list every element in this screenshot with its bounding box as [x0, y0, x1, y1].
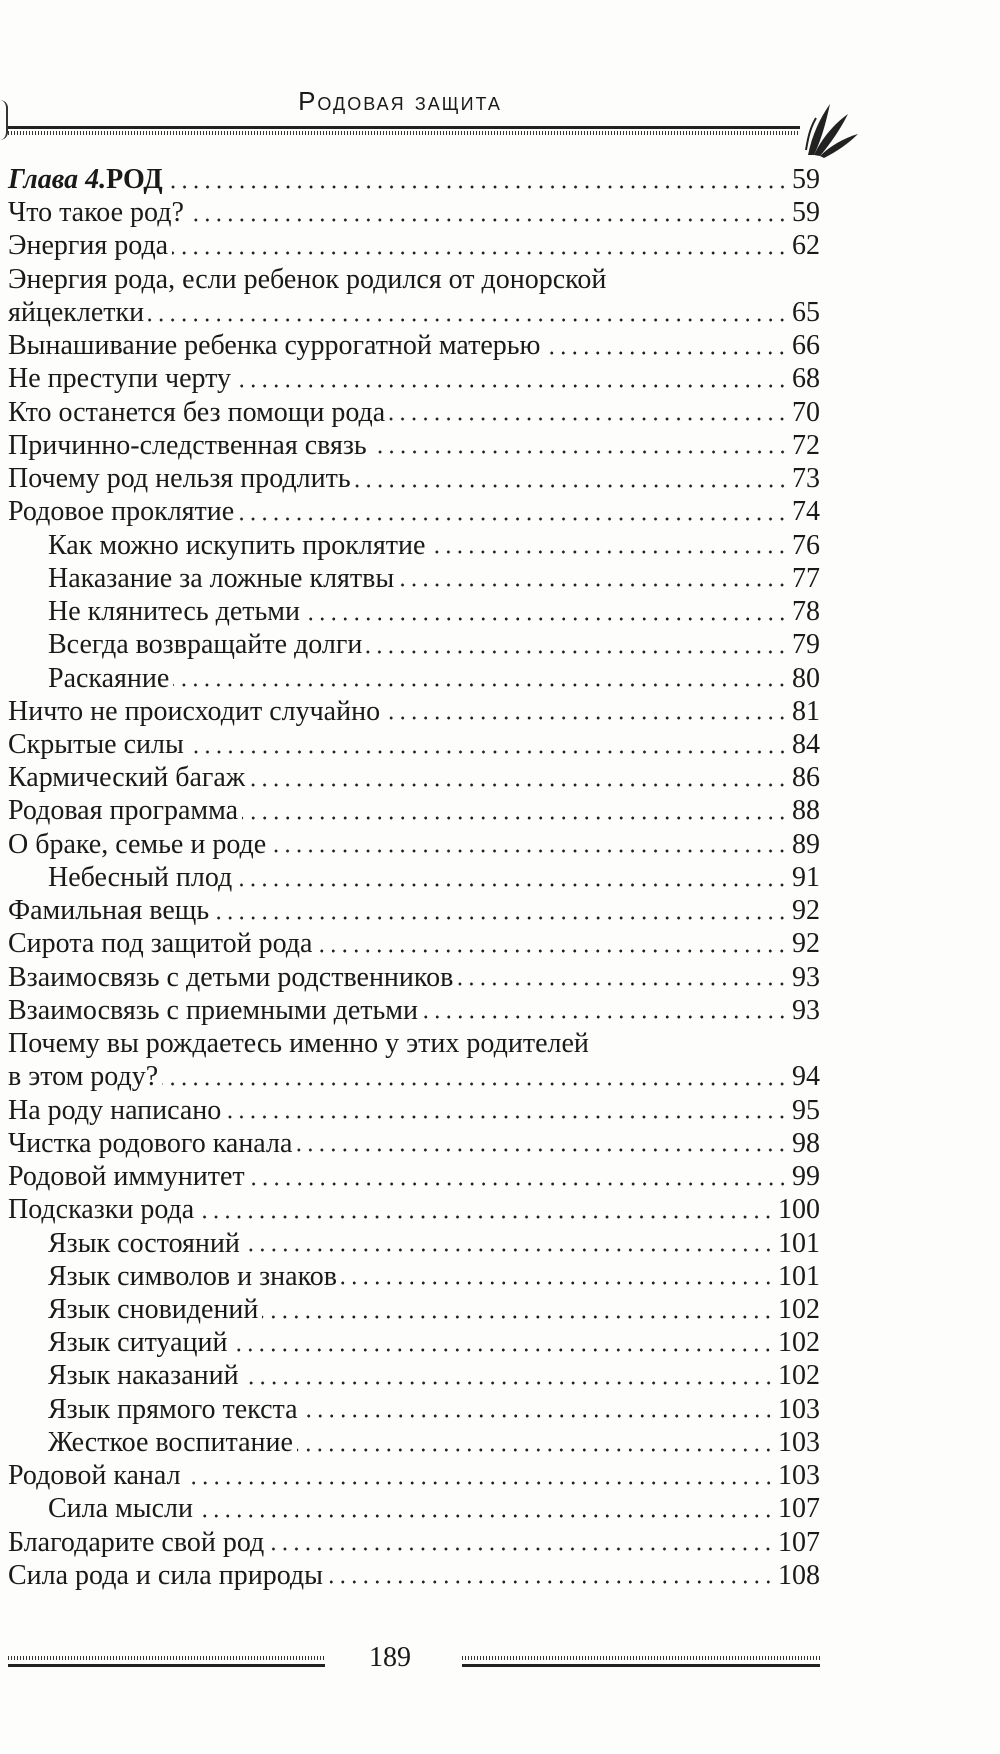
toc-entry-title: Сила мысли — [48, 1493, 193, 1525]
dot-leader — [429, 549, 788, 555]
toc-entry — [8, 1160, 820, 1193]
dot-leader — [384, 715, 788, 721]
toc-entry-title: Что такое род? — [8, 197, 184, 229]
toc-entry — [8, 595, 820, 628]
toc-entry-title: Язык наказаний — [48, 1360, 239, 1392]
toc-entry-title: Наказание за ложные клятвы — [48, 562, 395, 594]
toc-entry — [8, 1094, 820, 1127]
toc-entry-title: Не клянитесь детьми — [48, 596, 301, 628]
dot-leader — [198, 1214, 774, 1220]
toc-entry — [8, 495, 820, 528]
toc-entry — [8, 1359, 820, 1392]
toc-entry — [8, 1193, 820, 1226]
toc-chapter-heading — [8, 163, 820, 196]
toc-entry-title: Энергия рода — [8, 230, 169, 262]
toc-page-number: 92 — [792, 895, 820, 927]
toc-entry — [8, 362, 820, 395]
toc-entry-title: Взаимосвязь с детьми родственников — [8, 961, 454, 993]
toc-page-number: 77 — [792, 562, 820, 594]
toc-entry-title: Родовой иммунитет — [8, 1161, 245, 1193]
dot-leader — [249, 1181, 788, 1187]
toc-page-number: 66 — [792, 330, 820, 362]
toc-entry — [8, 861, 820, 894]
toc-entry-title: Язык прямого текста — [48, 1393, 298, 1425]
toc-page-number: 101 — [778, 1227, 820, 1259]
toc-page-number: 103 — [778, 1460, 820, 1492]
toc-entry — [8, 1559, 820, 1592]
toc-entry — [8, 462, 820, 495]
toc-entry-title: Почему род нельзя продлить — [8, 463, 351, 495]
toc-page-number: 74 — [792, 496, 820, 528]
dot-leader — [242, 815, 788, 821]
toc-page-number: 94 — [792, 1061, 820, 1093]
toc-page-number: 102 — [778, 1360, 820, 1392]
toc-page-number: 102 — [778, 1327, 820, 1359]
toc-entry — [8, 761, 820, 794]
dot-leader — [225, 1114, 788, 1120]
toc-page-number: 68 — [792, 363, 820, 395]
toc-entry — [8, 628, 820, 661]
dot-leader — [238, 516, 788, 522]
toc-page-number: 95 — [792, 1094, 820, 1126]
dot-leader — [262, 1314, 774, 1320]
toc-entry-title: Кто останется без помощи рода — [8, 396, 386, 428]
toc-entry — [8, 828, 820, 861]
toc-page-number: 62 — [792, 230, 820, 262]
dot-leader — [231, 1347, 774, 1353]
toc-entry — [8, 1393, 820, 1426]
toc-entry — [8, 429, 820, 462]
table-of-contents — [8, 163, 820, 1592]
footer-rule-right — [462, 1656, 820, 1667]
toc-entry-title: Раскаяние — [48, 662, 170, 694]
dot-leader — [297, 1447, 774, 1453]
dot-leader — [398, 582, 788, 588]
dot-leader — [457, 981, 788, 987]
toc-page-number: 88 — [792, 795, 820, 827]
header-rule — [8, 126, 800, 137]
footer-rule-left — [8, 1656, 325, 1667]
toc-page-number: 103 — [778, 1393, 820, 1425]
toc-page-number: 76 — [792, 529, 820, 561]
toc-entry-title: Причинно-следственная связь — [8, 429, 367, 461]
toc-page-number: 79 — [792, 629, 820, 661]
toc-entry — [8, 1426, 820, 1459]
toc-entry-title: Небесный плод — [48, 861, 233, 893]
toc-entry-title: Сила рода и сила природы — [8, 1559, 323, 1591]
leaf-ornament-icon — [800, 100, 860, 160]
dot-leader — [302, 1413, 774, 1419]
toc-entry-title: Язык ситуаций — [48, 1327, 228, 1359]
dot-leader — [172, 250, 788, 256]
dot-leader — [197, 1513, 774, 1519]
toc-entry — [8, 894, 820, 927]
toc-entry-title: Подсказки рода — [8, 1194, 195, 1226]
dot-leader — [249, 782, 788, 788]
dot-leader — [341, 1280, 774, 1286]
dot-leader — [355, 483, 788, 489]
toc-page-number: 93 — [792, 961, 820, 993]
toc-page-number: 102 — [778, 1293, 820, 1325]
toc-page-number: 91 — [792, 861, 820, 893]
toc-entry — [8, 329, 820, 362]
toc-page-number: 81 — [792, 695, 820, 727]
toc-entry-title: На роду написано — [8, 1094, 222, 1126]
toc-entry-title: Всегда возвращайте долги — [48, 629, 363, 661]
toc-entry-title: Родовой канал — [8, 1460, 181, 1492]
toc-entry — [8, 961, 820, 994]
toc-entry-line — [8, 1027, 820, 1060]
toc-entry-title: Язык символов и знаков — [48, 1260, 337, 1292]
toc-entry-title: Почему вы рождаетесь именно у этих родителей — [8, 1028, 589, 1060]
toc-entry — [8, 994, 820, 1027]
toc-entry — [8, 1492, 820, 1525]
toc-page-number: 78 — [792, 596, 820, 628]
dot-leader — [244, 1247, 774, 1253]
dot-leader — [173, 682, 788, 688]
dot-leader — [544, 350, 788, 356]
toc-page-number: 99 — [792, 1161, 820, 1193]
dot-leader — [162, 1081, 788, 1087]
toc-entry — [8, 396, 820, 429]
toc-entry-title: Не преступи черту — [8, 363, 232, 395]
toc-entry — [8, 529, 820, 562]
toc-page-number: 100 — [778, 1194, 820, 1226]
toc-page-number: 108 — [778, 1559, 820, 1591]
toc-entry — [8, 927, 820, 960]
toc-entry — [8, 229, 820, 262]
toc-entry — [8, 196, 820, 229]
dot-leader — [188, 217, 788, 223]
dot-leader — [422, 1014, 788, 1020]
toc-entry-title: Благодарите свой род — [8, 1526, 265, 1558]
running-header-title: Родовая защита — [298, 86, 502, 116]
toc-page-number: 72 — [792, 429, 820, 461]
dot-leader — [270, 848, 788, 854]
dot-leader — [188, 749, 788, 755]
dot-leader — [296, 1147, 788, 1153]
toc-page-number: 101 — [778, 1260, 820, 1292]
toc-entry — [8, 662, 820, 695]
toc-entry — [8, 794, 820, 827]
toc-entry-title: Кармический багаж — [8, 762, 246, 794]
toc-page-number: 84 — [792, 728, 820, 760]
toc-page-number: 73 — [792, 463, 820, 495]
toc-entry-title: Сирота под защитой рода — [8, 928, 313, 960]
toc-entry — [8, 1060, 820, 1093]
toc-entry-title: Энергия рода, если ребенок родился от донорской — [8, 263, 607, 295]
toc-page-number: 59 — [792, 197, 820, 229]
dot-leader — [327, 1579, 774, 1585]
dot-leader — [148, 317, 788, 323]
dot-leader — [366, 649, 788, 655]
dot-leader — [371, 449, 788, 455]
toc-page-number: 92 — [792, 928, 820, 960]
toc-page-number: 59 — [792, 164, 820, 195]
toc-entry-title: Жесткое воспитание — [48, 1426, 293, 1458]
toc-page-number: 103 — [778, 1426, 820, 1458]
dot-leader — [235, 383, 788, 389]
toc-entry-title: Язык состояний — [48, 1227, 240, 1259]
toc-entry-title: Фамильная вещь — [8, 895, 210, 927]
toc-entry — [8, 1326, 820, 1359]
toc-page-number: 107 — [778, 1526, 820, 1558]
toc-entry-title: Скрытые силы — [8, 728, 184, 760]
dot-leader — [316, 948, 788, 954]
toc-page-number: 86 — [792, 762, 820, 794]
toc-entry-title-continued: яйцеклетки — [8, 296, 145, 328]
dot-leader — [304, 616, 788, 622]
toc-entry-title: Взаимосвязь с приемными детьми — [8, 994, 418, 1026]
toc-entry — [8, 562, 820, 595]
dot-leader — [243, 1380, 774, 1386]
toc-entry-title: О браке, семье и роде — [8, 828, 267, 860]
toc-entry — [8, 728, 820, 761]
toc-entry-title-continued: в этом роду? — [8, 1061, 159, 1093]
toc-entry-title: Как можно искупить проклятие — [48, 529, 426, 561]
toc-entry-title: Вынашивание ребенка суррогатной матерью — [8, 330, 541, 362]
toc-page-number: 89 — [792, 828, 820, 860]
toc-entry-title: Родовое проклятие — [8, 496, 235, 528]
toc-entry — [8, 1227, 820, 1260]
toc-page-number: 70 — [792, 396, 820, 428]
toc-page-number: 98 — [792, 1127, 820, 1159]
toc-entry — [8, 296, 820, 329]
toc-page-number: 65 — [792, 296, 820, 328]
dot-leader — [185, 1480, 774, 1486]
page-number: 189 — [369, 1642, 411, 1673]
toc-entry-title: Чистка родового канала — [8, 1127, 293, 1159]
dot-leader — [236, 882, 788, 888]
toc-entry-title: РОД — [106, 164, 163, 195]
toc-entry-title: Язык сновидений — [48, 1293, 259, 1325]
toc-entry — [8, 1260, 820, 1293]
toc-entry — [8, 1293, 820, 1326]
toc-entry — [8, 695, 820, 728]
toc-entry-line — [8, 263, 820, 296]
toc-page-number: 107 — [778, 1493, 820, 1525]
toc-page-number: 93 — [792, 994, 820, 1026]
toc-entry — [8, 1526, 820, 1559]
toc-entry-title: Ничто не происходит случайно — [8, 695, 381, 727]
chapter-label: Глава 4. — [8, 164, 107, 195]
dot-leader — [389, 416, 788, 422]
toc-entry — [8, 1127, 820, 1160]
dot-leader — [167, 184, 788, 190]
dot-leader — [268, 1546, 774, 1552]
dot-leader — [213, 915, 788, 921]
toc-entry — [8, 1459, 820, 1492]
toc-page-number: 80 — [792, 662, 820, 694]
toc-entry-title: Родовая программа — [8, 795, 239, 827]
